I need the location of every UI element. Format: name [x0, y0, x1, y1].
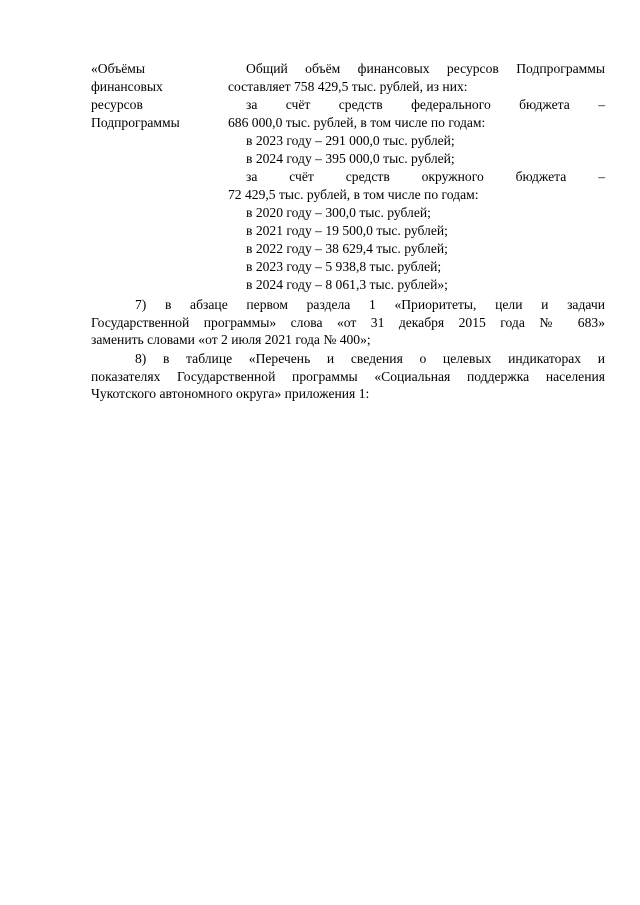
financing-passport-block: [91, 60, 605, 294]
federal-year-line: в 2024 году – 395 000,0 тыс. рублей;: [246, 151, 455, 166]
financing-label-line: «Объёмы: [91, 61, 145, 76]
paragraph-line: Чукотского автономного округа» приложения 1:: [91, 386, 370, 401]
regional-year-line: в 2022 году – 38 629,4 тыс. рублей;: [246, 241, 448, 256]
federal-year-line: в 2023 году – 291 000,0 тыс. рублей;: [246, 133, 455, 148]
paragraph-line: 7) в абзаце первом раздела 1 «Приоритеты, цели и задачи: [135, 297, 605, 312]
financing-label-line: финансовых: [91, 79, 163, 94]
financing-row: [91, 60, 605, 294]
paragraph-line: заменить словами «от 2 июля 2021 года № 400»;: [91, 332, 371, 347]
financing-label: [91, 60, 228, 132]
regional-year-line: в 2023 году – 5 938,8 тыс. рублей;: [246, 259, 442, 274]
regional-year-line: в 2024 году – 8 061,3 тыс. рублей»;: [246, 277, 448, 292]
regional-year-line: в 2020 году – 300,0 тыс. рублей;: [246, 205, 431, 220]
paragraph-line: 8) в таблице «Перечень и сведения о целевых индикаторах и: [135, 351, 605, 366]
regional-year-line: в 2021 году – 19 500,0 тыс. рублей;: [246, 223, 448, 238]
regional-budget-line: за счёт средств окружного бюджета –: [246, 169, 605, 184]
financing-label-line: ресурсов: [91, 97, 143, 112]
paragraph-line: Государственной программы» слова «от 31 декабря 2015 года № 683»: [91, 314, 605, 330]
financing-value: [228, 60, 605, 294]
financing-total-line: составляет 758 429,5 тыс. рублей, из них:: [228, 79, 468, 94]
financing-label-line: Подпрограммы: [91, 115, 180, 130]
amendment-item-8: [91, 350, 605, 403]
paragraph-line: показателях Государственной программы «Социальная поддержка населения: [91, 368, 605, 384]
regional-budget-line: 72 429,5 тыс. рублей, в том числе по годам:: [228, 187, 479, 202]
financing-total-line: Общий объём финансовых ресурсов Подпрограммы: [246, 61, 605, 76]
federal-budget-line: 686 000,0 тыс. рублей, в том числе по годам:: [228, 115, 486, 130]
federal-budget-line: за счёт средств федерального бюджета –: [246, 97, 605, 112]
amendment-item-7: [91, 296, 605, 349]
